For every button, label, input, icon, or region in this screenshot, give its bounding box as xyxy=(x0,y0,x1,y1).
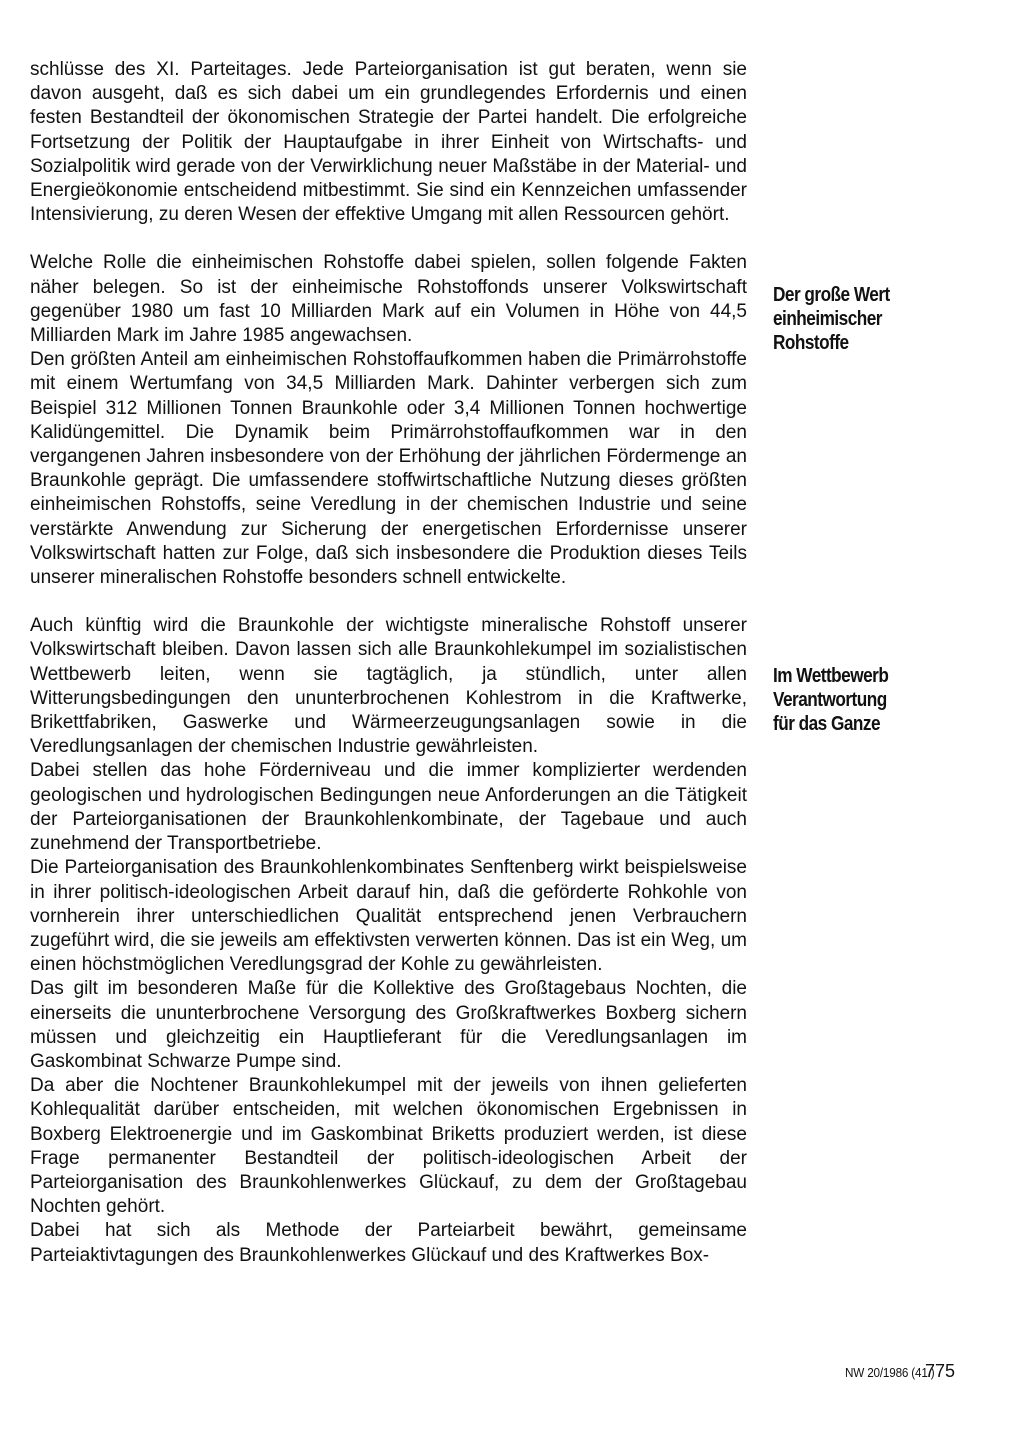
paragraph-intro xyxy=(30,58,747,227)
journal-issue-reference: NW 20/1986 (41.) xyxy=(845,1365,935,1380)
paragraph-text: Dabei stellen das hohe Förderniveau und die immer komplizierter werdenden geologischen und hydrologischen Bedingungen neue Anforderungen an die Tätigkeit der Parteiorganisationen der Braunkohlenkombinate, der Tagebaue und auch zunehmend der Transportbetriebe. xyxy=(30,760,747,855)
paragraph-text: Das gilt im besonderen Maße für die Kollektive des Großtagebaus Nochten, die einerseits die ununterbrochene Versorgung des Großkraftwerkes Boxberg sichern müssen und gleichzeitig ein Hauptlieferant für die Veredlungsanlagen im Gaskombinat Schwarze Pumpe sind. xyxy=(30,978,747,1072)
paragraph-text: Den größten Anteil am einheimischen Rohstoffaufkommen haben die Primärrohstoffe mit einem Wertumfang von 34,5 Milliarden Mark. Dahinter verbergen sich zum Beispiel 312 Millionen Tonnen Braunkohle oder 3,4 Millionen Tonnen hochwertige Kalidüngemittel. Die Dynamik beim Primärrohstoffaufkommen war in den vergangenen Jahren insbesondere von der Erhöhung der jährlichen Fördermenge an Braunkohle geprägt. Die umfassendere stoffwirtschaftliche Nutzung dieses größten einheimischen Rohstoffs, seine Veredlung in der chemischen Industrie und seine verstärkte Anwendung zur Sicherung der energetischen Erfordernisse unserer Volkswirtschaft hatten zur Folge, daß sich insbesondere die Produktion dieses Teils unserer mineralischen Rohstoffe besonders schnell entwickelte. xyxy=(30,349,747,589)
marginal-heading-rohstoffe xyxy=(773,283,945,355)
page-number: 775 xyxy=(925,1361,956,1381)
paragraph-text: Dabei hat sich als Methode der Parteiarbeit bewährt, gemeinsame Parteiaktivtagungen des Braunkohlenwerkes Glückauf und des Kraftwerkes Box- xyxy=(30,1220,747,1266)
paragraph-text: Welche Rolle die einheimischen Rohstoffe dabei spielen, sollen folgende Fakten näher belegen. So ist der einheimische Rohstoffonds unserer Volkswirtschaft gegenüber 1980 um fast 10 Milliarden Mark auf ein Volumen in Höhe von 44,5 Milliarden Mark im Jahre 1985 angewachsen. xyxy=(30,252,747,347)
marginal-heading-line: Rohstoffe xyxy=(773,332,849,354)
paragraph-text: Die Parteiorganisation des Braunkohlenkombinates Senftenberg wirkt beispielsweise in ihrer politisch-ideologischen Arbeit darauf hin, daß die geförderte Rohkohle von vornherein ihrer unterschiedlichen Qualität entsprechend jenen Verbrauchern zugeführt wird, die sie jeweils am effektivsten verwerten können. Das ist ein Weg, um einen höchstmöglichen Veredlungsgrad der Kohle zu gewährleisten. xyxy=(30,857,747,976)
marginal-heading-line: Verantwortung xyxy=(773,689,887,711)
paragraph-text: Da aber die Nochtener Braunkohlekumpel mit der jeweils von ihnen gelieferten Kohlequalität darüber entscheiden, mit welchen ökonomischen Ergebnissen in Boxberg Elektroenergie und im Gaskombinat Briketts produziert werden, ist diese Frage permanenter Bestandteil der politisch-ideologischen Arbeit der Parteiorganisation des Braunkohlenwerkes Glückauf, zu dem der Großtagebau Nochten gehört. xyxy=(30,1075,747,1218)
paragraph-text: schlüsse des XI. Parteitages. Jede Parteiorganisation ist gut beraten, wenn sie davon ausgeht, daß es sich dabei um ein grundlegendes Erfordernis und einen festen Bestandteil der ökonomischen Strategie der Partei handelt. Die erfolgreiche Fortsetzung der Politik der Hauptaufgabe in ihrer Einheit von Wirtschafts- und Sozialpolitik wird gerade von der Verwirklichung neuer Maßstäbe in der Material- und Energieökonomie entscheidend mitbestimmt. Sie sind ein Kennzeichen umfassender Intensivierung, zu deren Wesen der effektive Umgang mit allen Ressourcen gehört. xyxy=(30,59,747,226)
marginal-heading-line: einheimischer xyxy=(773,308,882,330)
marginal-heading-line: Im Wettbewerb xyxy=(773,665,889,687)
marginal-heading-wettbewerb xyxy=(773,664,945,736)
paragraph-braunkohle xyxy=(30,614,747,1267)
marginal-heading-line: für das Ganze xyxy=(773,713,881,735)
marginal-heading-line: Der große Wert xyxy=(773,284,890,306)
paragraph-text: Auch künftig wird die Braunkohle der wichtigste mineralische Rohstoff unserer Volkswirtschaft bleiben. Davon lassen sich alle Braunkohlekumpel im sozialistischen Wettbewerb leiten, wenn sie tagtäglich, ja stündlich, unter allen Witterungsbedingungen den ununterbrochenen Kohlestrom in die Kraftwerke, Brikettfabriken, Gaswerke und Wärmeerzeugungsanlagen sowie in die Veredlungsanlagen der chemischen Industrie gewährleisten. xyxy=(30,615,747,758)
main-text-column xyxy=(30,58,747,1292)
paragraph-rohstoffe xyxy=(30,251,747,590)
